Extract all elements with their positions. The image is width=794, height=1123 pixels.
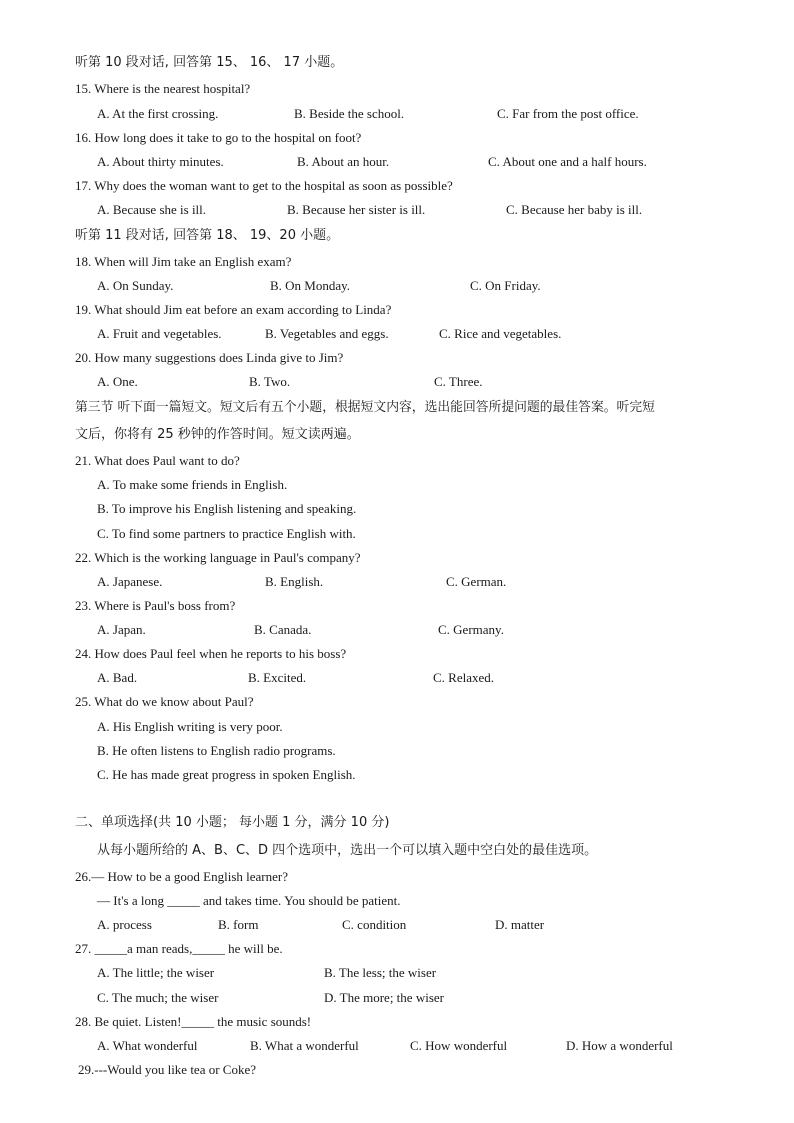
option-b: B. Vegetables and eggs. [265, 326, 389, 341]
section-instruction: 从每小题所给的 A、B、C、D 四个选项中，选出一个可以填入题中空白处的最佳选项。 [97, 843, 598, 858]
option-a: A. Japanese. [97, 574, 163, 589]
question-16: 16. How long does it take to go to the hospital on foot? [75, 130, 362, 145]
option-c: C. He has made great progress in spoken English. [97, 767, 356, 782]
option-b: B. English. [265, 574, 324, 589]
option-b: B. What a wonderful [250, 1038, 359, 1053]
option-b: B. On Monday. [270, 278, 351, 293]
question-24: 24. How does Paul feel when he reports to his boss? [75, 646, 347, 661]
option-d: D. matter [495, 917, 545, 932]
option-c: C. On Friday. [470, 278, 541, 293]
question-23: 23. Where is Paul's boss from? [75, 598, 236, 613]
option-a: A. What wonderful [97, 1038, 198, 1053]
section-instruction: 文后，你将有 25 秒钟的作答时间。短文读两遍。 [75, 427, 360, 442]
question-26-response: — It's a long _____ and takes time. You should be patient. [97, 893, 401, 908]
option-a: A. Because she is ill. [97, 202, 207, 217]
option-a: A. Fruit and vegetables. [97, 326, 222, 341]
question-17: 17. Why does the woman want to get to the hospital as soon as possible? [75, 178, 453, 193]
question-28: 28. Be quiet. Listen!_____ the music sounds! [75, 1014, 312, 1029]
option-b: B. About an hour. [297, 154, 390, 169]
option-c: C. German. [446, 574, 507, 589]
option-a: A. At the first crossing. [97, 106, 219, 121]
section-instruction: 听第 10 段对话, 回答第 15、 16、 17 小题。 [75, 55, 344, 70]
option-b: B. The less; the wiser [324, 965, 437, 980]
section-heading: 二、单项选择(共 10 小题； 每小题 1 分，满分 10 分) [75, 815, 390, 830]
option-c: C. Far from the post office. [497, 106, 639, 121]
question-25: 25. What do we know about Paul? [75, 694, 254, 709]
section-instruction: 第三节 听下面一篇短文。短文后有五个小题，根据短文内容，选出能回答所提问题的最佳答案。听完短 [75, 400, 655, 415]
option-a: A. Bad. [97, 670, 138, 685]
option-b: B. Because her sister is ill. [287, 202, 426, 217]
question-22: 22. Which is the working language in Paul's company? [75, 550, 361, 565]
option-b: B. He often listens to English radio programs. [97, 743, 336, 758]
option-a: A. One. [97, 374, 138, 389]
option-c: C. The much; the wiser [97, 990, 219, 1005]
option-a: A. process [97, 917, 152, 932]
option-b: B. form [218, 917, 259, 932]
option-b: B. To improve his English listening and speaking. [97, 501, 357, 516]
option-a: A. About thirty minutes. [97, 154, 224, 169]
question-18: 18. When will Jim take an English exam? [75, 254, 292, 269]
option-b: B. Excited. [248, 670, 307, 685]
option-d: D. How a wonderful [566, 1038, 673, 1053]
question-26: 26.— How to be a good English learner? [75, 869, 289, 884]
option-c: C. Because her baby is ill. [506, 202, 643, 217]
option-b: B. Canada. [254, 622, 312, 637]
option-c: C. About one and a half hours. [488, 154, 647, 169]
question-29: 29.---Would you like tea or Coke? [78, 1062, 257, 1077]
option-c: C. Germany. [438, 622, 504, 637]
option-a: A. The little; the wiser [97, 965, 215, 980]
question-27: 27. _____a man reads,_____ he will be. [75, 941, 283, 956]
question-15: 15. Where is the nearest hospital? [75, 81, 251, 96]
option-c: C. Relaxed. [433, 670, 495, 685]
option-c: C. Rice and vegetables. [439, 326, 562, 341]
option-b: B. Beside the school. [294, 106, 405, 121]
option-a: A. Japan. [97, 622, 146, 637]
option-c: C. condition [342, 917, 407, 932]
question-21: 21. What does Paul want to do? [75, 453, 240, 468]
option-c: C. Three. [434, 374, 483, 389]
option-c: C. To find some partners to practice English with. [97, 526, 356, 541]
question-20: 20. How many suggestions does Linda give to Jim? [75, 350, 344, 365]
option-a: A. To make some friends in English. [97, 477, 288, 492]
option-d: D. The more; the wiser [324, 990, 444, 1005]
option-a: A. On Sunday. [97, 278, 174, 293]
option-c: C. How wonderful [410, 1038, 508, 1053]
section-instruction: 听第 11 段对话, 回答第 18、 19、20 小题。 [75, 228, 340, 243]
option-b: B. Two. [249, 374, 291, 389]
question-19: 19. What should Jim eat before an exam according to Linda? [75, 302, 392, 317]
option-a: A. His English writing is very poor. [97, 719, 283, 734]
